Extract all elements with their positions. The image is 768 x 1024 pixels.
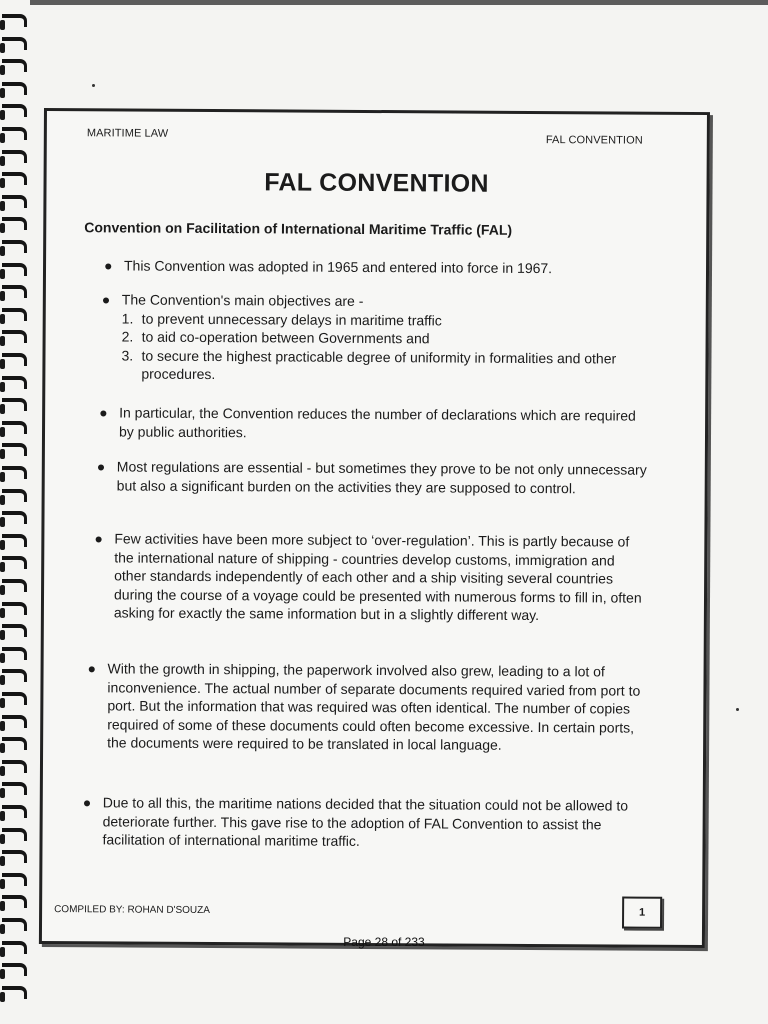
bullet-text: Few activities have been more subject to ‘over-regulation’. This is partly because of the international nature of shipping - countries develop customs, immigration and other standards independently of each other and a ship visiting several countries during the course of a voyage could be presented with numerous forms to fill in, often asking for exactly the same information but in a slightly different way. bbox=[113, 530, 642, 624]
binding-ring bbox=[2, 828, 27, 841]
binding-hole bbox=[0, 65, 5, 75]
binding-ring bbox=[2, 285, 27, 298]
binding-hole bbox=[0, 630, 5, 640]
binding-ring bbox=[2, 263, 27, 276]
binding-ring bbox=[2, 805, 27, 818]
binding-hole bbox=[0, 20, 5, 30]
binding-hole bbox=[0, 156, 5, 166]
binding-ring bbox=[2, 556, 27, 569]
binding-hole bbox=[0, 246, 5, 256]
binding-hole bbox=[0, 110, 5, 120]
section-subtitle: Convention on Facilitation of International Maritime Traffic (FAL) bbox=[84, 219, 513, 238]
compiled-by-footer: COMPILED BY: ROHAN D'SOUZA bbox=[54, 904, 210, 917]
binding-ring bbox=[2, 14, 27, 27]
binding-ring bbox=[2, 782, 27, 795]
binding-ring bbox=[2, 669, 27, 682]
binding-hole bbox=[0, 43, 5, 53]
binding-hole bbox=[0, 223, 5, 233]
binding-hole bbox=[0, 924, 5, 934]
bullet-objectives bbox=[101, 290, 657, 386]
binding-ring bbox=[2, 104, 27, 117]
binding-ring bbox=[2, 963, 27, 976]
page-title: FAL CONVENTION bbox=[264, 168, 489, 198]
binding-hole bbox=[0, 675, 5, 685]
bullet-text: The Convention's main objectives are - bbox=[121, 291, 364, 309]
binding-ring bbox=[2, 37, 27, 50]
objective-text: to prevent unnecessary delays in maritime traffic bbox=[141, 310, 442, 328]
binding-hole bbox=[0, 404, 5, 414]
objective-number: 2. bbox=[121, 328, 134, 345]
bullet-text: This Convention was adopted in 1965 and entered into force in 1967. bbox=[123, 257, 553, 277]
spiral-binding bbox=[0, 0, 34, 1024]
binding-ring bbox=[2, 715, 27, 728]
binding-hole bbox=[0, 427, 5, 437]
binding-hole bbox=[0, 201, 5, 211]
scan-speck bbox=[92, 84, 95, 87]
binding-ring bbox=[2, 308, 27, 321]
binding-hole bbox=[0, 811, 5, 821]
bullet-text: Most regulations are essential - but sometimes they prove to be not only unnecessary but also a significant burden on the activities they are supposed to control. bbox=[116, 458, 647, 496]
bullet-adoption bbox=[103, 256, 659, 278]
binding-hole bbox=[0, 969, 5, 979]
binding-ring bbox=[2, 918, 27, 931]
bullet-text: In particular, the Convention reduces the number of declarations which are required by public authorities. bbox=[118, 404, 636, 440]
bullet-icon: ● bbox=[99, 404, 108, 421]
binding-hole bbox=[0, 608, 5, 618]
binding-ring bbox=[2, 195, 27, 208]
binding-ring bbox=[2, 534, 27, 547]
objective-number: 3. bbox=[121, 346, 134, 364]
bullet-icon: ● bbox=[94, 530, 103, 547]
binding-hole bbox=[0, 314, 5, 324]
objective-item bbox=[121, 346, 656, 386]
binding-ring bbox=[2, 421, 27, 434]
scan-top-edge bbox=[30, 0, 768, 5]
binding-hole bbox=[0, 449, 5, 459]
binding-hole bbox=[0, 562, 5, 572]
binding-ring bbox=[2, 489, 27, 502]
running-header-right: FAL CONVENTION bbox=[545, 134, 643, 147]
binding-hole bbox=[0, 879, 5, 889]
binding-ring bbox=[2, 602, 27, 615]
binding-hole bbox=[0, 88, 5, 98]
binding-ring bbox=[2, 172, 27, 185]
binding-ring bbox=[2, 850, 27, 863]
binding-hole bbox=[0, 992, 5, 1002]
binding-ring bbox=[2, 737, 27, 750]
binding-hole bbox=[0, 517, 5, 527]
binding-ring bbox=[2, 873, 27, 886]
bullet-paperwork bbox=[87, 659, 643, 755]
binding-hole bbox=[0, 721, 5, 731]
binding-hole bbox=[0, 834, 5, 844]
binding-ring bbox=[2, 376, 27, 389]
page-number-box: 1 bbox=[622, 897, 662, 929]
binding-ring bbox=[2, 330, 27, 343]
binding-hole bbox=[0, 585, 5, 595]
binding-hole bbox=[0, 359, 5, 369]
binding-ring bbox=[2, 443, 27, 456]
bullet-declarations bbox=[99, 403, 654, 443]
binding-ring bbox=[2, 127, 27, 140]
binding-ring bbox=[2, 895, 27, 908]
bullet-over-regulation bbox=[94, 529, 650, 625]
scan-speck bbox=[736, 708, 739, 711]
binding-hole bbox=[0, 540, 5, 550]
binding-ring bbox=[2, 217, 27, 230]
binding-hole bbox=[0, 291, 5, 301]
bullet-regulations bbox=[96, 457, 652, 497]
binding-hole bbox=[0, 269, 5, 279]
binding-hole bbox=[0, 743, 5, 753]
binding-ring bbox=[2, 986, 27, 999]
binding-hole bbox=[0, 698, 5, 708]
binding-hole bbox=[0, 133, 5, 143]
bullet-adoption-reason bbox=[82, 793, 637, 852]
bullet-icon: ● bbox=[103, 257, 113, 274]
binding-hole bbox=[0, 788, 5, 798]
page-frame bbox=[39, 108, 710, 948]
binding-hole bbox=[0, 472, 5, 482]
binding-ring bbox=[2, 647, 27, 660]
binding-ring bbox=[2, 579, 27, 592]
binding-ring bbox=[2, 692, 27, 705]
binding-hole bbox=[0, 766, 5, 776]
bullet-icon: ● bbox=[82, 794, 92, 811]
binding-ring bbox=[2, 466, 27, 479]
binding-hole bbox=[0, 856, 5, 866]
bullet-text: Due to all this, the maritime nations decided that the situation could not be allowed to deteriorate further. This gave rise to the adoption of FAL Convention to assist the facilitation of international maritime traffic. bbox=[102, 794, 629, 849]
bullet-icon: ● bbox=[101, 291, 111, 308]
binding-ring bbox=[2, 760, 27, 773]
binding-ring bbox=[2, 240, 27, 253]
binding-hole bbox=[0, 495, 5, 505]
binding-hole bbox=[0, 901, 5, 911]
binding-hole bbox=[0, 336, 5, 346]
bullet-icon: ● bbox=[96, 458, 106, 475]
objective-number: 1. bbox=[121, 309, 134, 327]
binding-ring bbox=[2, 150, 27, 163]
binding-ring bbox=[2, 398, 27, 411]
binding-ring bbox=[2, 353, 27, 366]
binding-hole bbox=[0, 653, 5, 663]
running-header-left: MARITIME LAW bbox=[86, 127, 169, 140]
binding-hole bbox=[0, 178, 5, 188]
objective-text: to aid co-operation between Governments and bbox=[141, 328, 430, 347]
binding-ring bbox=[2, 82, 27, 95]
bullet-text: With the growth in shipping, the paperwork involved also grew, leading to a lot of inconvenience. The actual number of separate documents required varied from port to port. But the information that was required was often identical. The number of copies required of some of these documents could often become excessive. In certain ports, the documents were required to be translated in local language. bbox=[107, 660, 641, 753]
binding-ring bbox=[2, 511, 27, 524]
page-indicator: Page 28 of 233 bbox=[343, 935, 425, 949]
bullet-icon: ● bbox=[87, 660, 97, 677]
binding-ring bbox=[2, 59, 27, 72]
objective-text: to secure the highest practicable degree of uniformity in formalities and other procedures. bbox=[141, 347, 617, 383]
binding-hole bbox=[0, 382, 5, 392]
binding-ring bbox=[2, 624, 27, 637]
